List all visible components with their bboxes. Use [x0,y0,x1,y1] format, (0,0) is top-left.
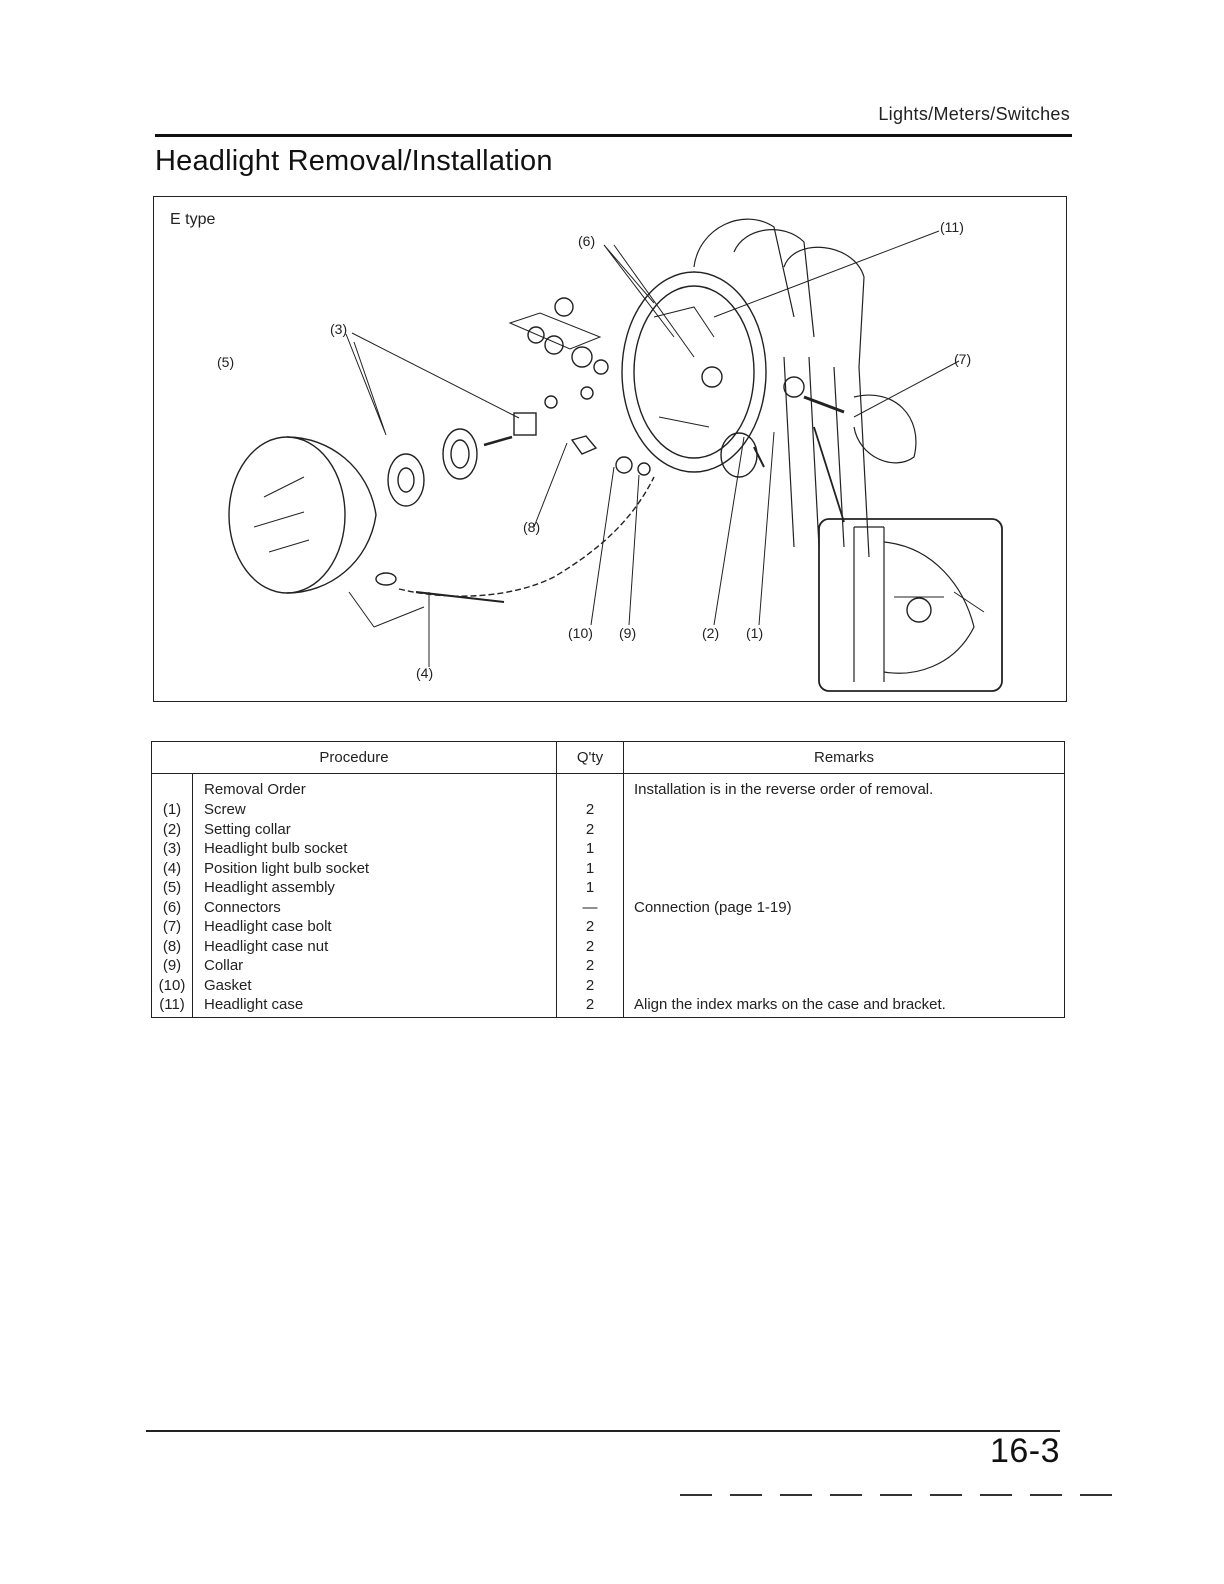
row-description: Position light bulb socket [193,859,557,879]
row-description: Headlight bulb socket [193,839,557,859]
row-remarks [624,937,1065,957]
headlight-lens [229,437,345,593]
callout-10: (10) [568,625,593,641]
callout-8: (8) [523,519,541,535]
header-qty: Q'ty [557,742,624,774]
row-description: Headlight case bolt [193,917,557,937]
table-row [152,995,1065,1017]
bulb-seal [443,429,477,479]
headlight-bulb [388,454,424,506]
callout-7: (7) [954,351,972,367]
table-row [152,839,1065,859]
row-number: (11) [152,995,193,1017]
row-number: (8) [152,937,193,957]
row-description: Setting collar [193,820,557,840]
row-qty: 2 [557,820,624,840]
row-number: (6) [152,898,193,918]
top-rule [155,134,1072,137]
procedure-table [151,741,1065,1018]
table-header-row [152,742,1065,774]
inset-detail-frame [819,519,1002,691]
row-description: Screw [193,800,557,820]
row-remarks: Align the index marks on the case and bracket. [624,995,1065,1017]
callout-2: (2) [702,625,720,641]
row-description: Removal Order [193,774,557,801]
callout-11: (11) [940,219,964,235]
bolt-head [555,298,573,316]
row-description: Gasket [193,976,557,996]
row-number [152,774,193,801]
row-remarks [624,820,1065,840]
row-qty: 1 [557,839,624,859]
headlight-rim [287,437,376,593]
row-qty: 2 [557,976,624,996]
row-qty: 2 [557,917,624,937]
row-remarks: Installation is in the reverse order of removal. [624,774,1065,801]
table-row [152,800,1065,820]
row-remarks: Connection (page 1-19) [624,898,1065,918]
row-description: Connectors [193,898,557,918]
row-qty [557,774,624,801]
row-number: (5) [152,878,193,898]
table-row [152,956,1065,976]
row-qty: 1 [557,859,624,879]
row-number: (3) [152,839,193,859]
table-row [152,976,1065,996]
headlight-case [622,272,766,472]
header-procedure: Procedure [152,742,557,774]
callout-3: (3) [330,321,348,337]
row-description: Headlight case [193,995,557,1017]
callout-1: (1) [746,625,764,641]
row-remarks [624,917,1065,937]
table-row [152,859,1065,879]
callout-6: (6) [578,233,596,249]
row-remarks [624,976,1065,996]
row-number: (1) [152,800,193,820]
row-qty: — [557,898,624,918]
callout-5: (5) [217,354,235,370]
section-name: Lights/Meters/Switches [878,104,1070,124]
row-qty: 2 [557,937,624,957]
row-remarks [624,878,1065,898]
row-description: Headlight assembly [193,878,557,898]
decorative-dash-line [680,1483,1130,1501]
table-row [152,898,1065,918]
index-mark [907,598,931,622]
row-remarks [624,956,1065,976]
row-number: (9) [152,956,193,976]
bulb-socket-3 [514,413,536,435]
row-qty: 2 [557,800,624,820]
row-qty: 2 [557,995,624,1017]
row-number: (2) [152,820,193,840]
bottom-rule [146,1430,1060,1432]
table-row [152,820,1065,840]
row-remarks [624,859,1065,879]
table-row [152,917,1065,937]
page-number: 16-3 [989,1432,1060,1470]
exploded-diagram-drawing [154,197,1068,703]
callout-9: (9) [619,625,637,641]
row-description: Collar [193,956,557,976]
table-row [152,774,1065,801]
row-qty: 2 [557,956,624,976]
row-number: (7) [152,917,193,937]
table-row [152,937,1065,957]
callout-4: (4) [416,665,434,681]
row-number: (4) [152,859,193,879]
row-remarks [624,800,1065,820]
header-remarks: Remarks [624,742,1065,774]
page-title: Headlight Removal/Installation [155,145,553,177]
figure-type-label: E type [170,211,216,228]
row-description: Headlight case nut [193,937,557,957]
row-qty: 1 [557,878,624,898]
row-remarks [624,839,1065,859]
exploded-diagram [153,196,1067,702]
table-row [152,878,1065,898]
row-number: (10) [152,976,193,996]
